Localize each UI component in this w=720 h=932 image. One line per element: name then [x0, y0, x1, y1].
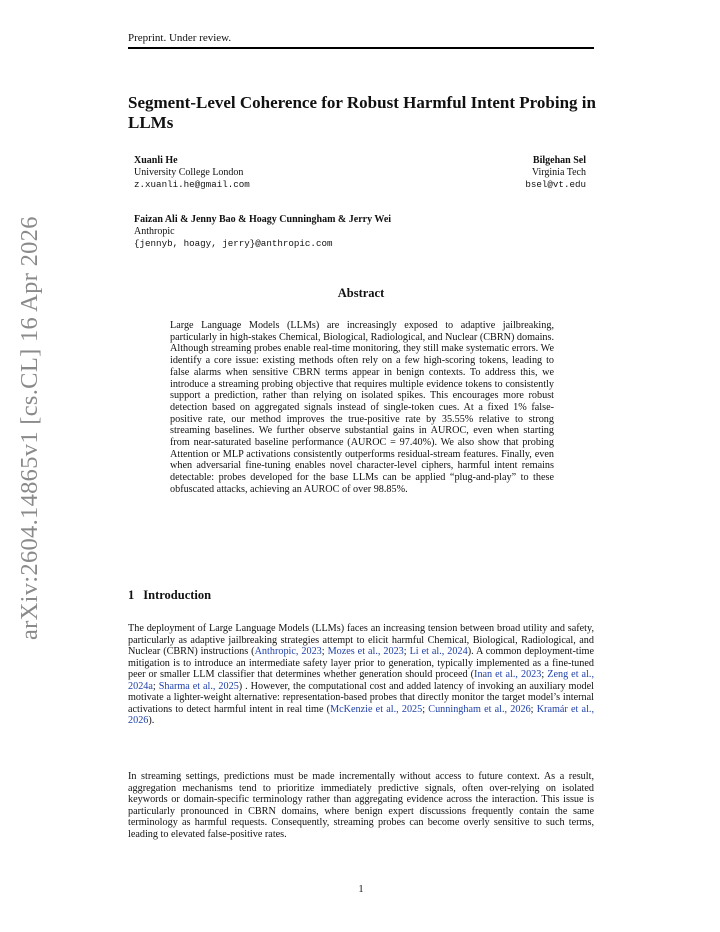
author-affiliation: Virginia Tech — [531, 167, 586, 178]
author-email: bsel@vt.edu — [525, 179, 586, 190]
text-run: ; — [541, 669, 548, 680]
citation-link[interactable]: Inan et al., 2023 — [474, 669, 542, 680]
text-run: ) . However, the computational cost and added latency of invoking an auxiliary model motivate a lighter-weight alternative: representation-based probes that directly monitor the target model’s internal activations to detect harmful intent in real time ( — [128, 680, 594, 715]
text-run: ). — [148, 715, 155, 726]
author-name: Bilgehan Sel — [532, 155, 586, 166]
citation-link[interactable]: Cunningham et al., 2026 — [428, 703, 531, 715]
intro-paragraph-1 — [128, 623, 594, 727]
section-title: Introduction — [143, 588, 212, 602]
citation-link[interactable]: Kramár et al., 2026 — [128, 703, 594, 726]
citation-link[interactable]: Sharma et al., 2025 — [158, 680, 239, 692]
paper-title: Segment-Level Coherence for Robust Harmful Intent Probing in LLMs — [128, 93, 596, 132]
text-run: ; — [321, 646, 328, 657]
text-run: ; — [422, 703, 429, 715]
text-run: The deployment of Large Language Models (LLMs) faces an increasing tension between broad utility and safety, particularly as adaptive jailbreaking strategies attempt to elicit harmful Chemical, Biological, Radiological, and Nuclear (CBRN) instructions ( — [128, 623, 594, 657]
section-number: 1 — [128, 588, 135, 602]
author-group — [134, 214, 554, 250]
citation-link[interactable]: Li et al., 2024 — [409, 646, 468, 657]
author-name: Xuanli He — [134, 155, 178, 166]
page-number: 1 — [358, 884, 364, 895]
author-first — [134, 155, 250, 191]
abstract-body: Large Language Models (LLMs) are increasingly exposed to adaptive jailbreaking, particularly in high-stakes Chemical, Biological, Radiological, and Nuclear (CBRN) domains. Although streaming probes enable real-time monitoring, they still make systematic errors. We identify a core issue: existing methods often rely on a few high-scoring tokens, leading to false alarms when sensitive CBRN terms appear in benign contexts. To address this, we introduce a streaming probing objective that requires multiple evidence tokens to consistently support a prediction, rather than relying on isolated spikes. This encourages more robust detection based on aggregated signals instead of single-token cues. At a fixed 1% false-positive rate, our method improves the true-positive rate by 35.55% relative to strong streaming baselines. We further observe substantial gains in AUROC, even when starting from near-saturated baseline performance (AUROC = 97.40%). We also show that probing Attention or MLP activations consistently outperforms residual-stream features. Finally, even when adversarial fine-tuning enables novel character-level ciphers, harmful intent remains detectable: probes developed for the base LLMs can be applied “plug-and-play” to these obfuscated attacks, achieving an AUROC of over 98.85%. — [170, 320, 554, 495]
author-name: Faizan Ali & Jenny Bao & Hoagy Cunningham & Jerry Wei — [134, 214, 392, 225]
author-affiliation: Anthropic — [134, 226, 175, 237]
intro-paragraph-2: In streaming settings, predictions must be made incrementally without access to future context. As a result, aggregation mechanisms tend to prioritize immediately predictive signals, often over-relying on isolated keywords or domain-specific terminology rather than aggregating evidence across the interaction. This issue is particularly pronounced in CBRN domains, where benign expert discussions frequently contain the same terminology as harmful requests. Consequently, streaming probes can become overly sensitive to such terms, leading to elevated false-positive rates. — [128, 771, 594, 840]
text-run: ; — [152, 680, 159, 692]
running-head: Preprint. Under review. — [128, 32, 594, 49]
abstract-heading: Abstract — [337, 286, 385, 300]
text-run: ). A common deployment-time mitigation is to introduce an intermediate safety layer prior to generation, typically implemented as a fine-tuned peer or smaller LLM classifier that determines whether generation should proceed ( — [128, 646, 594, 680]
author-second — [494, 155, 586, 191]
citation-link[interactable]: Anthropic, 2023 — [254, 646, 322, 657]
text-run: ; — [403, 646, 410, 657]
citation-link[interactable]: McKenzie et al., 2025 — [330, 703, 423, 715]
author-email: {jennyb, hoagy, jerry}@anthropic.com — [134, 238, 333, 249]
author-affiliation: University College London — [134, 167, 244, 178]
author-email: z.xuanli.he@gmail.com — [134, 179, 250, 190]
arxiv-stamp: arXiv:2604.14865v1 [cs.CL] 16 Apr 2026 — [16, 216, 43, 640]
text-run: ; — [530, 703, 537, 715]
citation-link[interactable]: Mozes et al., 2023 — [327, 646, 404, 657]
section-heading — [128, 588, 594, 603]
citation-link[interactable]: Zeng et al., 2024a — [128, 669, 594, 692]
